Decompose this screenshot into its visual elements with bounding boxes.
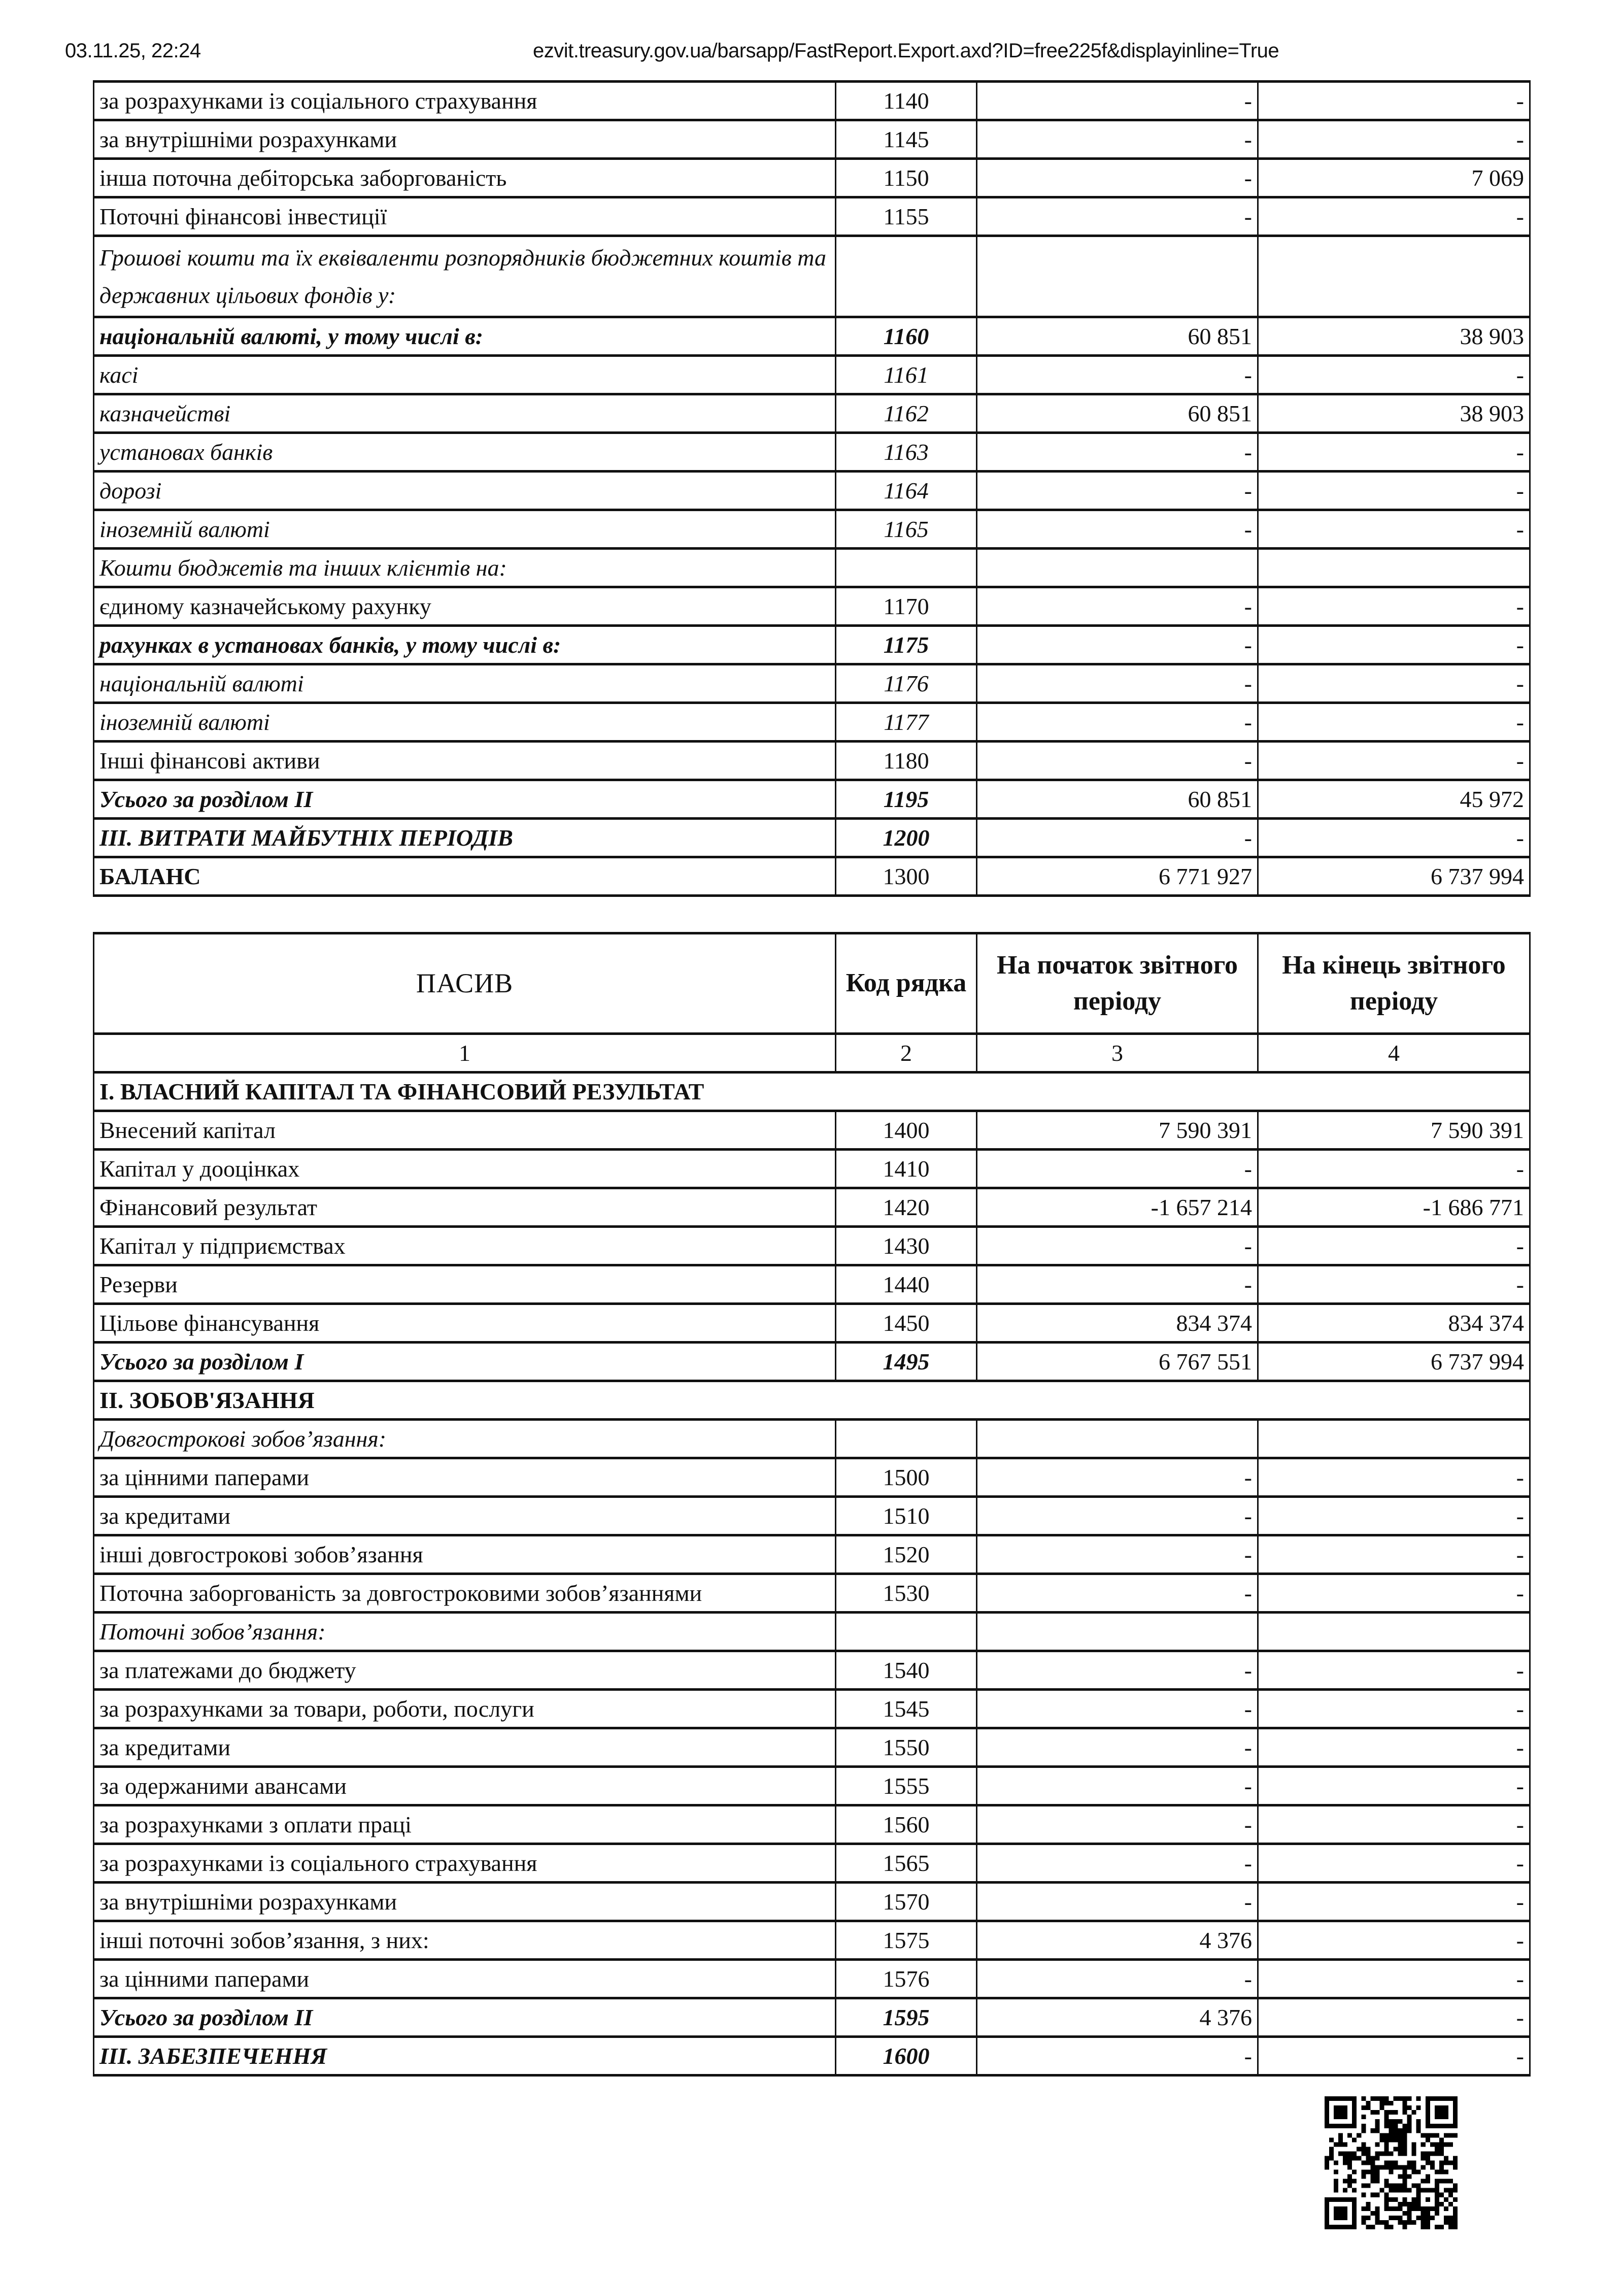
row-label: за розрахунками з оплати праці (94, 1805, 836, 1844)
print-timestamp: 03.11.25, 22:24 (65, 40, 201, 62)
row-label: інші довгострокові зобов’язання (94, 1535, 836, 1574)
value-period-start: - (977, 626, 1258, 664)
value-period-start: 834 374 (977, 1304, 1258, 1343)
row-code: 1495 (836, 1343, 977, 1381)
row-label: інші поточні зобов’язання, з них: (94, 1921, 836, 1960)
table-row (94, 587, 1530, 626)
row-code (836, 1420, 977, 1458)
row-label: Поточні фінансові інвестиції (94, 197, 836, 236)
row-code: 1155 (836, 197, 977, 236)
table-row (94, 1150, 1530, 1188)
row-code: 1430 (836, 1227, 977, 1265)
table-row (94, 1805, 1530, 1844)
row-code: 1595 (836, 1998, 977, 2037)
header-period-end: На кінець звітного періоду (1258, 933, 1530, 1034)
row-label: Фінансовий результат (94, 1188, 836, 1227)
row-label: за кредитами (94, 1497, 836, 1535)
table-row (94, 1497, 1530, 1535)
value-period-end: 7 069 (1258, 159, 1530, 197)
value-period-end: - (1258, 1960, 1530, 1998)
value-period-end: 38 903 (1258, 394, 1530, 433)
value-period-start: - (977, 1844, 1258, 1883)
value-period-start: 4 376 (977, 1998, 1258, 2037)
row-code: 1400 (836, 1111, 977, 1150)
table-row (94, 857, 1530, 896)
value-period-end: - (1258, 82, 1530, 120)
value-period-start: - (977, 1265, 1258, 1304)
value-period-end: - (1258, 742, 1530, 780)
row-label: за розрахунками за товари, роботи, послуги (94, 1690, 836, 1728)
row-label: іноземній валюті (94, 510, 836, 549)
value-period-start: - (977, 1574, 1258, 1613)
value-period-start: - (977, 356, 1258, 394)
row-code: 1510 (836, 1497, 977, 1535)
table-row (94, 1458, 1530, 1497)
row-label: III. ЗАБЕЗПЕЧЕННЯ (94, 2037, 836, 2076)
column-number: 2 (836, 1034, 977, 1073)
value-period-end: - (1258, 1574, 1530, 1613)
value-period-end: - (1258, 510, 1530, 549)
value-period-start: - (977, 510, 1258, 549)
value-period-end (1258, 1420, 1530, 1458)
row-code: 1164 (836, 472, 977, 510)
row-code: 1570 (836, 1883, 977, 1921)
value-period-end: - (1258, 1265, 1530, 1304)
value-period-end: - (1258, 1651, 1530, 1690)
row-label: Капітал у дооцінках (94, 1150, 836, 1188)
row-label: інша поточна дебіторська заборгованість (94, 159, 836, 197)
row-code: 1145 (836, 120, 977, 159)
row-code: 1450 (836, 1304, 977, 1343)
row-code (836, 1613, 977, 1651)
value-period-start: - (977, 1651, 1258, 1690)
row-label: Цільове фінансування (94, 1304, 836, 1343)
value-period-start: 4 376 (977, 1921, 1258, 1960)
table-row (94, 1998, 1530, 2037)
value-period-end: 6 737 994 (1258, 1343, 1530, 1381)
table-row (94, 120, 1530, 159)
row-label: за розрахунками із соціального страхування (94, 1844, 836, 1883)
value-period-end: - (1258, 1998, 1530, 2037)
column-number: 4 (1258, 1034, 1530, 1073)
value-period-end: -1 686 771 (1258, 1188, 1530, 1227)
value-period-start: - (977, 1728, 1258, 1767)
row-label: Кошти бюджетів та інших клієнтів на: (94, 549, 836, 587)
value-period-end: - (1258, 472, 1530, 510)
table-row (94, 742, 1530, 780)
column-number: 3 (977, 1034, 1258, 1073)
row-label: Усього за розділом I (94, 1343, 836, 1381)
table-row (94, 197, 1530, 236)
row-label: за розрахунками із соціального страхування (94, 82, 836, 120)
row-code (836, 236, 977, 317)
row-label: за цінними паперами (94, 1960, 836, 1998)
value-period-end: - (1258, 1883, 1530, 1921)
value-period-start: - (977, 1690, 1258, 1728)
table-row (94, 472, 1530, 510)
header-period-start: На початок звітного періоду (977, 933, 1258, 1034)
table-row (94, 1728, 1530, 1767)
row-label: за одержаними авансами (94, 1767, 836, 1805)
table-row (94, 1574, 1530, 1613)
table-row (94, 664, 1530, 703)
value-period-start (977, 1613, 1258, 1651)
table-row (94, 1265, 1530, 1304)
table-row (94, 1690, 1530, 1728)
row-code: 1540 (836, 1651, 977, 1690)
table-row (94, 819, 1530, 857)
header-passiv: ПАСИВ (94, 933, 836, 1034)
value-period-end: - (1258, 587, 1530, 626)
value-period-start: - (977, 472, 1258, 510)
value-period-start: - (977, 703, 1258, 742)
row-label: рахунках в установах банків, у тому числі в: (94, 626, 836, 664)
table-row (94, 626, 1530, 664)
row-code: 1180 (836, 742, 977, 780)
table-row (94, 1883, 1530, 1921)
value-period-start: - (977, 120, 1258, 159)
row-code: 1200 (836, 819, 977, 857)
value-period-end: - (1258, 1497, 1530, 1535)
table-row (94, 317, 1530, 356)
value-period-start: 7 590 391 (977, 1111, 1258, 1150)
value-period-start: -1 657 214 (977, 1188, 1258, 1227)
row-label: касі (94, 356, 836, 394)
row-label: за кредитами (94, 1728, 836, 1767)
row-label: дорозі (94, 472, 836, 510)
table-row (94, 433, 1530, 472)
row-code: 1560 (836, 1805, 977, 1844)
value-period-start: 6 771 927 (977, 857, 1258, 896)
row-label: Усього за розділом II (94, 1998, 836, 2037)
row-label: національній валюті, у тому числі в: (94, 317, 836, 356)
row-code: 1140 (836, 82, 977, 120)
row-code: 1530 (836, 1574, 977, 1613)
table-row (94, 1921, 1530, 1960)
value-period-end (1258, 549, 1530, 587)
row-code: 1565 (836, 1844, 977, 1883)
value-period-end: - (1258, 1844, 1530, 1883)
row-label: єдиному казначейському рахунку (94, 587, 836, 626)
section-heading-row (94, 1381, 1530, 1420)
row-code: 1440 (836, 1265, 977, 1304)
row-label: за цінними паперами (94, 1458, 836, 1497)
table-row (94, 1844, 1530, 1883)
table-row (94, 1535, 1530, 1574)
value-period-end: - (1258, 626, 1530, 664)
value-period-start: - (977, 1227, 1258, 1265)
table-row (94, 549, 1530, 587)
value-period-end: - (1258, 703, 1530, 742)
value-period-end: - (1258, 1690, 1530, 1728)
liabilities-table (93, 932, 1531, 2077)
value-period-start: 6 767 551 (977, 1343, 1258, 1381)
column-number-row (94, 1034, 1530, 1073)
table-row (94, 1651, 1530, 1690)
table-row (94, 1111, 1530, 1150)
row-code (836, 549, 977, 587)
row-label: Поточні зобов’язання: (94, 1613, 836, 1651)
print-url: ezvit.treasury.gov.ua/barsapp/FastReport.Export.axd?ID=free225f&displayinline=True (533, 40, 1279, 62)
row-code: 1161 (836, 356, 977, 394)
value-period-end: - (1258, 1767, 1530, 1805)
row-label: за внутрішніми розрахунками (94, 120, 836, 159)
value-period-start: - (977, 1805, 1258, 1844)
table-row (94, 703, 1530, 742)
value-period-start: - (977, 742, 1258, 780)
column-number: 1 (94, 1034, 836, 1073)
value-period-start: - (977, 1458, 1258, 1497)
row-code: 1600 (836, 2037, 977, 2076)
value-period-end: - (1258, 120, 1530, 159)
row-code: 1177 (836, 703, 977, 742)
value-period-end (1258, 236, 1530, 317)
value-period-start: - (977, 587, 1258, 626)
value-period-start (977, 549, 1258, 587)
assets-table-continued (93, 80, 1531, 897)
value-period-start: 60 851 (977, 317, 1258, 356)
row-code: 1162 (836, 394, 977, 433)
value-period-end: - (1258, 1150, 1530, 1188)
value-period-end: 45 972 (1258, 780, 1530, 819)
value-period-start: - (977, 664, 1258, 703)
value-period-start: - (977, 1883, 1258, 1921)
row-code: 1575 (836, 1921, 977, 1960)
value-period-end: - (1258, 1535, 1530, 1574)
table-row (94, 1960, 1530, 1998)
value-period-end: 6 737 994 (1258, 857, 1530, 896)
row-label: національній валюті (94, 664, 836, 703)
value-period-start: - (977, 82, 1258, 120)
table-row (94, 1420, 1530, 1458)
value-period-start (977, 236, 1258, 317)
value-period-start: - (977, 1497, 1258, 1535)
row-label: БАЛАНС (94, 857, 836, 896)
row-label: Поточна заборгованість за довгостроковими зобов’язаннями (94, 1574, 836, 1613)
value-period-end: 38 903 (1258, 317, 1530, 356)
row-code: 1420 (836, 1188, 977, 1227)
table-row (94, 159, 1530, 197)
table-row (94, 780, 1530, 819)
row-code: 1410 (836, 1150, 977, 1188)
table-row (94, 1343, 1530, 1381)
qr-code-icon (1325, 2096, 1458, 2229)
value-period-end: - (1258, 1728, 1530, 1767)
table-row (94, 356, 1530, 394)
table-row (94, 394, 1530, 433)
value-period-start: - (977, 1767, 1258, 1805)
row-code: 1175 (836, 626, 977, 664)
value-period-start: - (977, 1150, 1258, 1188)
value-period-end: - (1258, 2037, 1530, 2076)
row-code: 1165 (836, 510, 977, 549)
value-period-start: - (977, 1960, 1258, 1998)
table-row (94, 2037, 1530, 2076)
row-label: Резерви (94, 1265, 836, 1304)
value-period-start: - (977, 433, 1258, 472)
row-label: Інші фінансові активи (94, 742, 836, 780)
table-row (94, 236, 1530, 317)
row-code: 1160 (836, 317, 977, 356)
row-code: 1555 (836, 1767, 977, 1805)
row-label: Довгострокові зобов’язання: (94, 1420, 836, 1458)
row-code: 1576 (836, 1960, 977, 1998)
value-period-end: - (1258, 1227, 1530, 1265)
row-label: Усього за розділом II (94, 780, 836, 819)
value-period-start: - (977, 159, 1258, 197)
row-code: 1170 (836, 587, 977, 626)
table-row (94, 1227, 1530, 1265)
value-period-start: - (977, 2037, 1258, 2076)
value-period-start: 60 851 (977, 780, 1258, 819)
row-label: установах банків (94, 433, 836, 472)
row-label: Грошові кошти та їх еквіваленти розпорядників бюджетних коштів та державних цільових фондів у: (94, 236, 836, 317)
row-label: казначействі (94, 394, 836, 433)
header-row-code: Код рядка (836, 933, 977, 1034)
value-period-end (1258, 1613, 1530, 1651)
section-heading-row (94, 1073, 1530, 1111)
table-row (94, 1304, 1530, 1343)
row-label: іноземній валюті (94, 703, 836, 742)
row-label: Капітал у підприємствах (94, 1227, 836, 1265)
value-period-start (977, 1420, 1258, 1458)
value-period-end: - (1258, 819, 1530, 857)
value-period-end: 7 590 391 (1258, 1111, 1530, 1150)
row-code: 1550 (836, 1728, 977, 1767)
value-period-end: - (1258, 1805, 1530, 1844)
row-code: 1176 (836, 664, 977, 703)
row-label: Внесений капітал (94, 1111, 836, 1150)
value-period-end: - (1258, 1458, 1530, 1497)
row-code: 1520 (836, 1535, 977, 1574)
table-row (94, 1767, 1530, 1805)
table-row (94, 1613, 1530, 1651)
row-code: 1545 (836, 1690, 977, 1728)
row-code: 1195 (836, 780, 977, 819)
table-row (94, 510, 1530, 549)
section-heading: II. ЗОБОВ'ЯЗАННЯ (94, 1381, 1530, 1420)
row-code: 1150 (836, 159, 977, 197)
row-label: за внутрішніми розрахунками (94, 1883, 836, 1921)
table-row (94, 1188, 1530, 1227)
table-header-row (94, 933, 1530, 1034)
value-period-start: - (977, 819, 1258, 857)
value-period-end: - (1258, 1921, 1530, 1960)
value-period-start: - (977, 1535, 1258, 1574)
section-heading: I. ВЛАСНИЙ КАПІТАЛ ТА ФІНАНСОВИЙ РЕЗУЛЬТАТ (94, 1073, 1530, 1111)
table-row (94, 82, 1530, 120)
value-period-end: - (1258, 664, 1530, 703)
value-period-end: 834 374 (1258, 1304, 1530, 1343)
value-period-end: - (1258, 433, 1530, 472)
value-period-end: - (1258, 197, 1530, 236)
value-period-end: - (1258, 356, 1530, 394)
value-period-start: 60 851 (977, 394, 1258, 433)
row-label: за платежами до бюджету (94, 1651, 836, 1690)
row-code: 1300 (836, 857, 977, 896)
value-period-start: - (977, 197, 1258, 236)
row-code: 1500 (836, 1458, 977, 1497)
row-label: III. ВИТРАТИ МАЙБУТНІХ ПЕРІОДІВ (94, 819, 836, 857)
row-code: 1163 (836, 433, 977, 472)
